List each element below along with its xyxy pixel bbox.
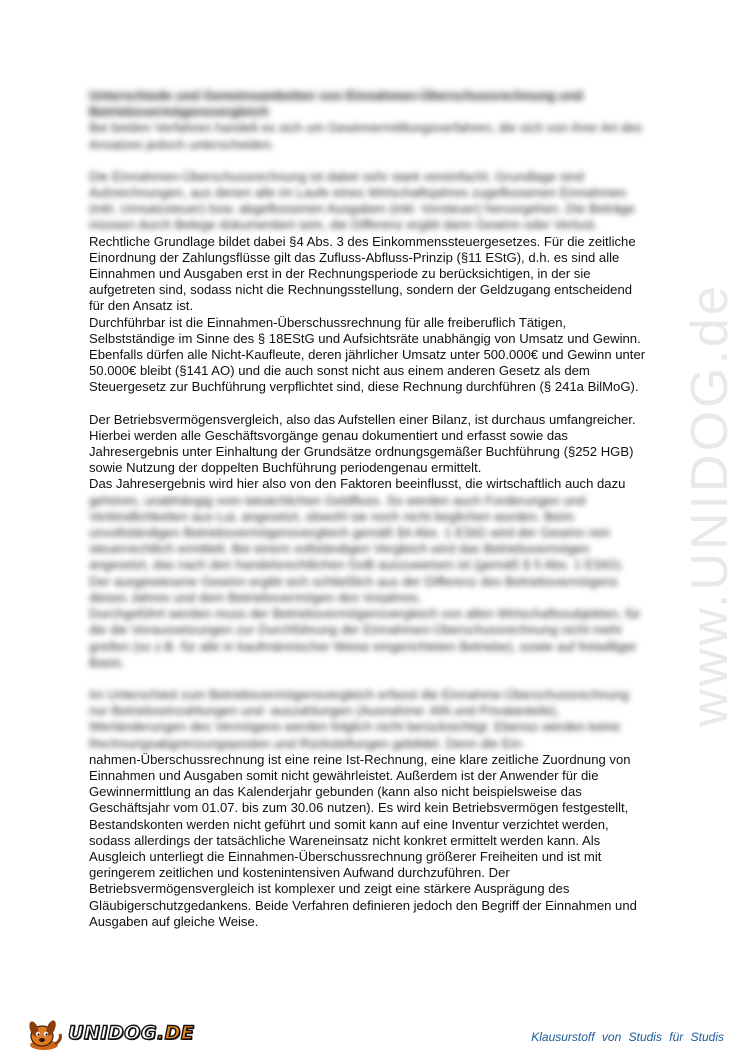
- paragraph-legal-basis: Rechtliche Grundlage bildet dabei §4 Abs. 3 des Einkommenssteuergesetzes. Für die zeitliche Einordnung der Zahlungsflüsse gilt das Zufluss-Abfluss-Prinzip (§11 EStG), d.h. es sind alle Einnahmen und Ausgaben erst in der Rechnungsperiode zu berücksichtigen, in der sie aufgetreten sind, sodass nicht die Rechnungsstellung, sondern der Geldzugang entscheidend für den Ansatz ist.: [89, 233, 636, 314]
- logo-tld: .DE: [156, 1022, 195, 1044]
- watermark-text: www.UNIDOG.de: [681, 283, 739, 727]
- footer-tagline: Klausurstoff von Studis für Studis: [531, 1030, 724, 1044]
- blurred-paragraph-end: Im Unterschied zum Betriebsvermögensvergleich erfasst die Einnahme-Überschussrechnung nur Betriebseinzahlungen und -auszahlungen (Ausnahme: AfA und Privatanteile), Wertänderungen des Vermögens werden folglich nicht berücksichtigt. Ebenso werden keine Rechnungsabgrenzungsposten und Rückstellungen gebildet. Denn die Ein-: [89, 686, 630, 751]
- paragraph-conclusion: nahmen-Überschussrechnung ist eine reine Ist-Rechnung, eine klare zeitliche Zuordnung von Einnahmen und Ausgaben somit nicht gewährleistet. Außerdem ist der Anwender für die Gewinnermittlung an das Kalenderjahr gebunden (kann also nicht beispielsweise das Geschäftsjahr vom 01.07. bis zum 30.06 nutzen). Es wird kein Betriebsvermögen festgestellt, Bestandskonten werden nicht geführt und somit kann auf eine Inventur verzichtet werden, sodass allerdings der tatsächliche Wareneinsatz nicht konkret ermittelt werden kann. Als Ausgleich unterliegt die Einnahmen-Überschussrechnung größerer Freiheiten und ist mit geringerem zeitlichen und kostenintensiven Aufwand durchzuführen. Der Betriebsvermögensvergleich ist komplexer und zeigt eine stärkere Ausprägung des Gläubigerschutzgedankens. Beide Verfahren definieren jedoch den Begriff der Einnahmen und Ausgaben auf gleiche Weise.: [89, 751, 637, 929]
- blurred-paragraph-intro-1: Bei beiden Verfahren handelt es sich um Gewinnermittlungsverfahren, die sich von ihrer Art des Ansatzes jedoch unterscheiden.: [89, 120, 643, 152]
- logo-main: UNIDOG: [68, 1022, 157, 1044]
- paragraph-jahresergebnis-start: Das Jahresergebnis wird hier also von den Faktoren beeinflusst, die wirtschaftlich auch dazu: [89, 476, 626, 492]
- dog-mascot-icon: [22, 1014, 66, 1052]
- blurred-paragraph-mid-2: Der ausgewiesene Gewinn ergibt sich schließlich aus der Differenz des Betriebsvermögens dieses Jahres und dem Betriebsvermögen des Vorjahres.: [89, 573, 618, 605]
- blurred-paragraph-mid-1: gehören, unabhängig vom tatsächlichen Geldfluss. So werden auch Forderungen und Verbindlichkeiten aus LuL angesetzt, obwohl sie noch nicht beglichen wurden. Beim unvollständigen Betriebsvermögensvergleich gemäß §4 Abs. 1 EStG wird der Gewinn rein steuerrechtlich ermittelt. Bei einem vollständigen Vergleich wird das Betriebsvermögen angesetzt, das nach den handelsrechtlichen GoB auszuweisen ist (gemäß § 5 Abs. 1 EStG).: [89, 492, 624, 573]
- paragraph-betriebsvermoegensvergleich: Der Betriebsvermögensvergleich, also das Aufstellen einer Bilanz, ist durchaus umfangreicher. Hierbei werden alle Geschäftsvorgänge genau dokumentiert und erfasst sowie das Jahresergebnis unter Einhaltung der Grundsätze ordnungsgemäßer Buchführung (§252 HGB) sowie Nutzung der doppelten Buchführung periodengenau ermittelt.: [89, 411, 636, 476]
- blurred-paragraph-mid-3: Durchgeführt werden muss der Betriebsvermögensvergleich von allen Wirtschaftssubjekten, für die die Voraussetzungen zur Durchführung der Einnahmen-Überschussrechnung nicht mehr greifen (so z.B. für alle in kaufmännischer Weise eingerichteten Betriebe), sowie auf freiwilliger Basis.: [89, 606, 641, 670]
- watermark: [675, 270, 745, 740]
- paragraph-eligibility: Durchführbar ist die Einnahmen-Überschussrechnung für alle freiberuflich Tätigen, Selbstständige im Sinne des § 18EStG und Aufsichtsräte unabhängig von Umsatz und Gewinn. Ebenfalls dürfen alle Nicht-Kaufleute, deren jährlicher Umsatz unter 500.000€ und Gewinn unter 50.000€ bleibt (§141 AO) und die auch sonst nicht aus einem anderen Gesetz als dem Steuergesetz zur Buchführung verpflichtet sind, diese Rechnung durchführen (§ 241a BilMoG).: [89, 314, 646, 395]
- logo-wordmark: [68, 1022, 194, 1044]
- blurred-paragraph-intro-2: Die Einnahmen-Überschussrechnung ist dabei sehr stark vereinfacht. Grundlage sind Aufzeichnungen, aus denen alle im Laufe eines Wirtschaftsjahres zugeflossenen Einnahmen (inkl. Umsatzsteuer) bzw. abgeflossenen Ausgaben (inkl. Vorsteuer) hervorgehen. Die Beträge müssen durch Belege dokumentiert sein, die Differenz ergibt dann Gewinn oder Verlust.: [89, 168, 635, 233]
- document-body: [89, 88, 649, 930]
- unidog-logo[interactable]: [22, 1014, 194, 1052]
- document-heading: Unterschiede und Gemeinsamkeiten von Einnahmen-Überschussrechnung und Betriebsvermögensvergleich: [89, 88, 584, 120]
